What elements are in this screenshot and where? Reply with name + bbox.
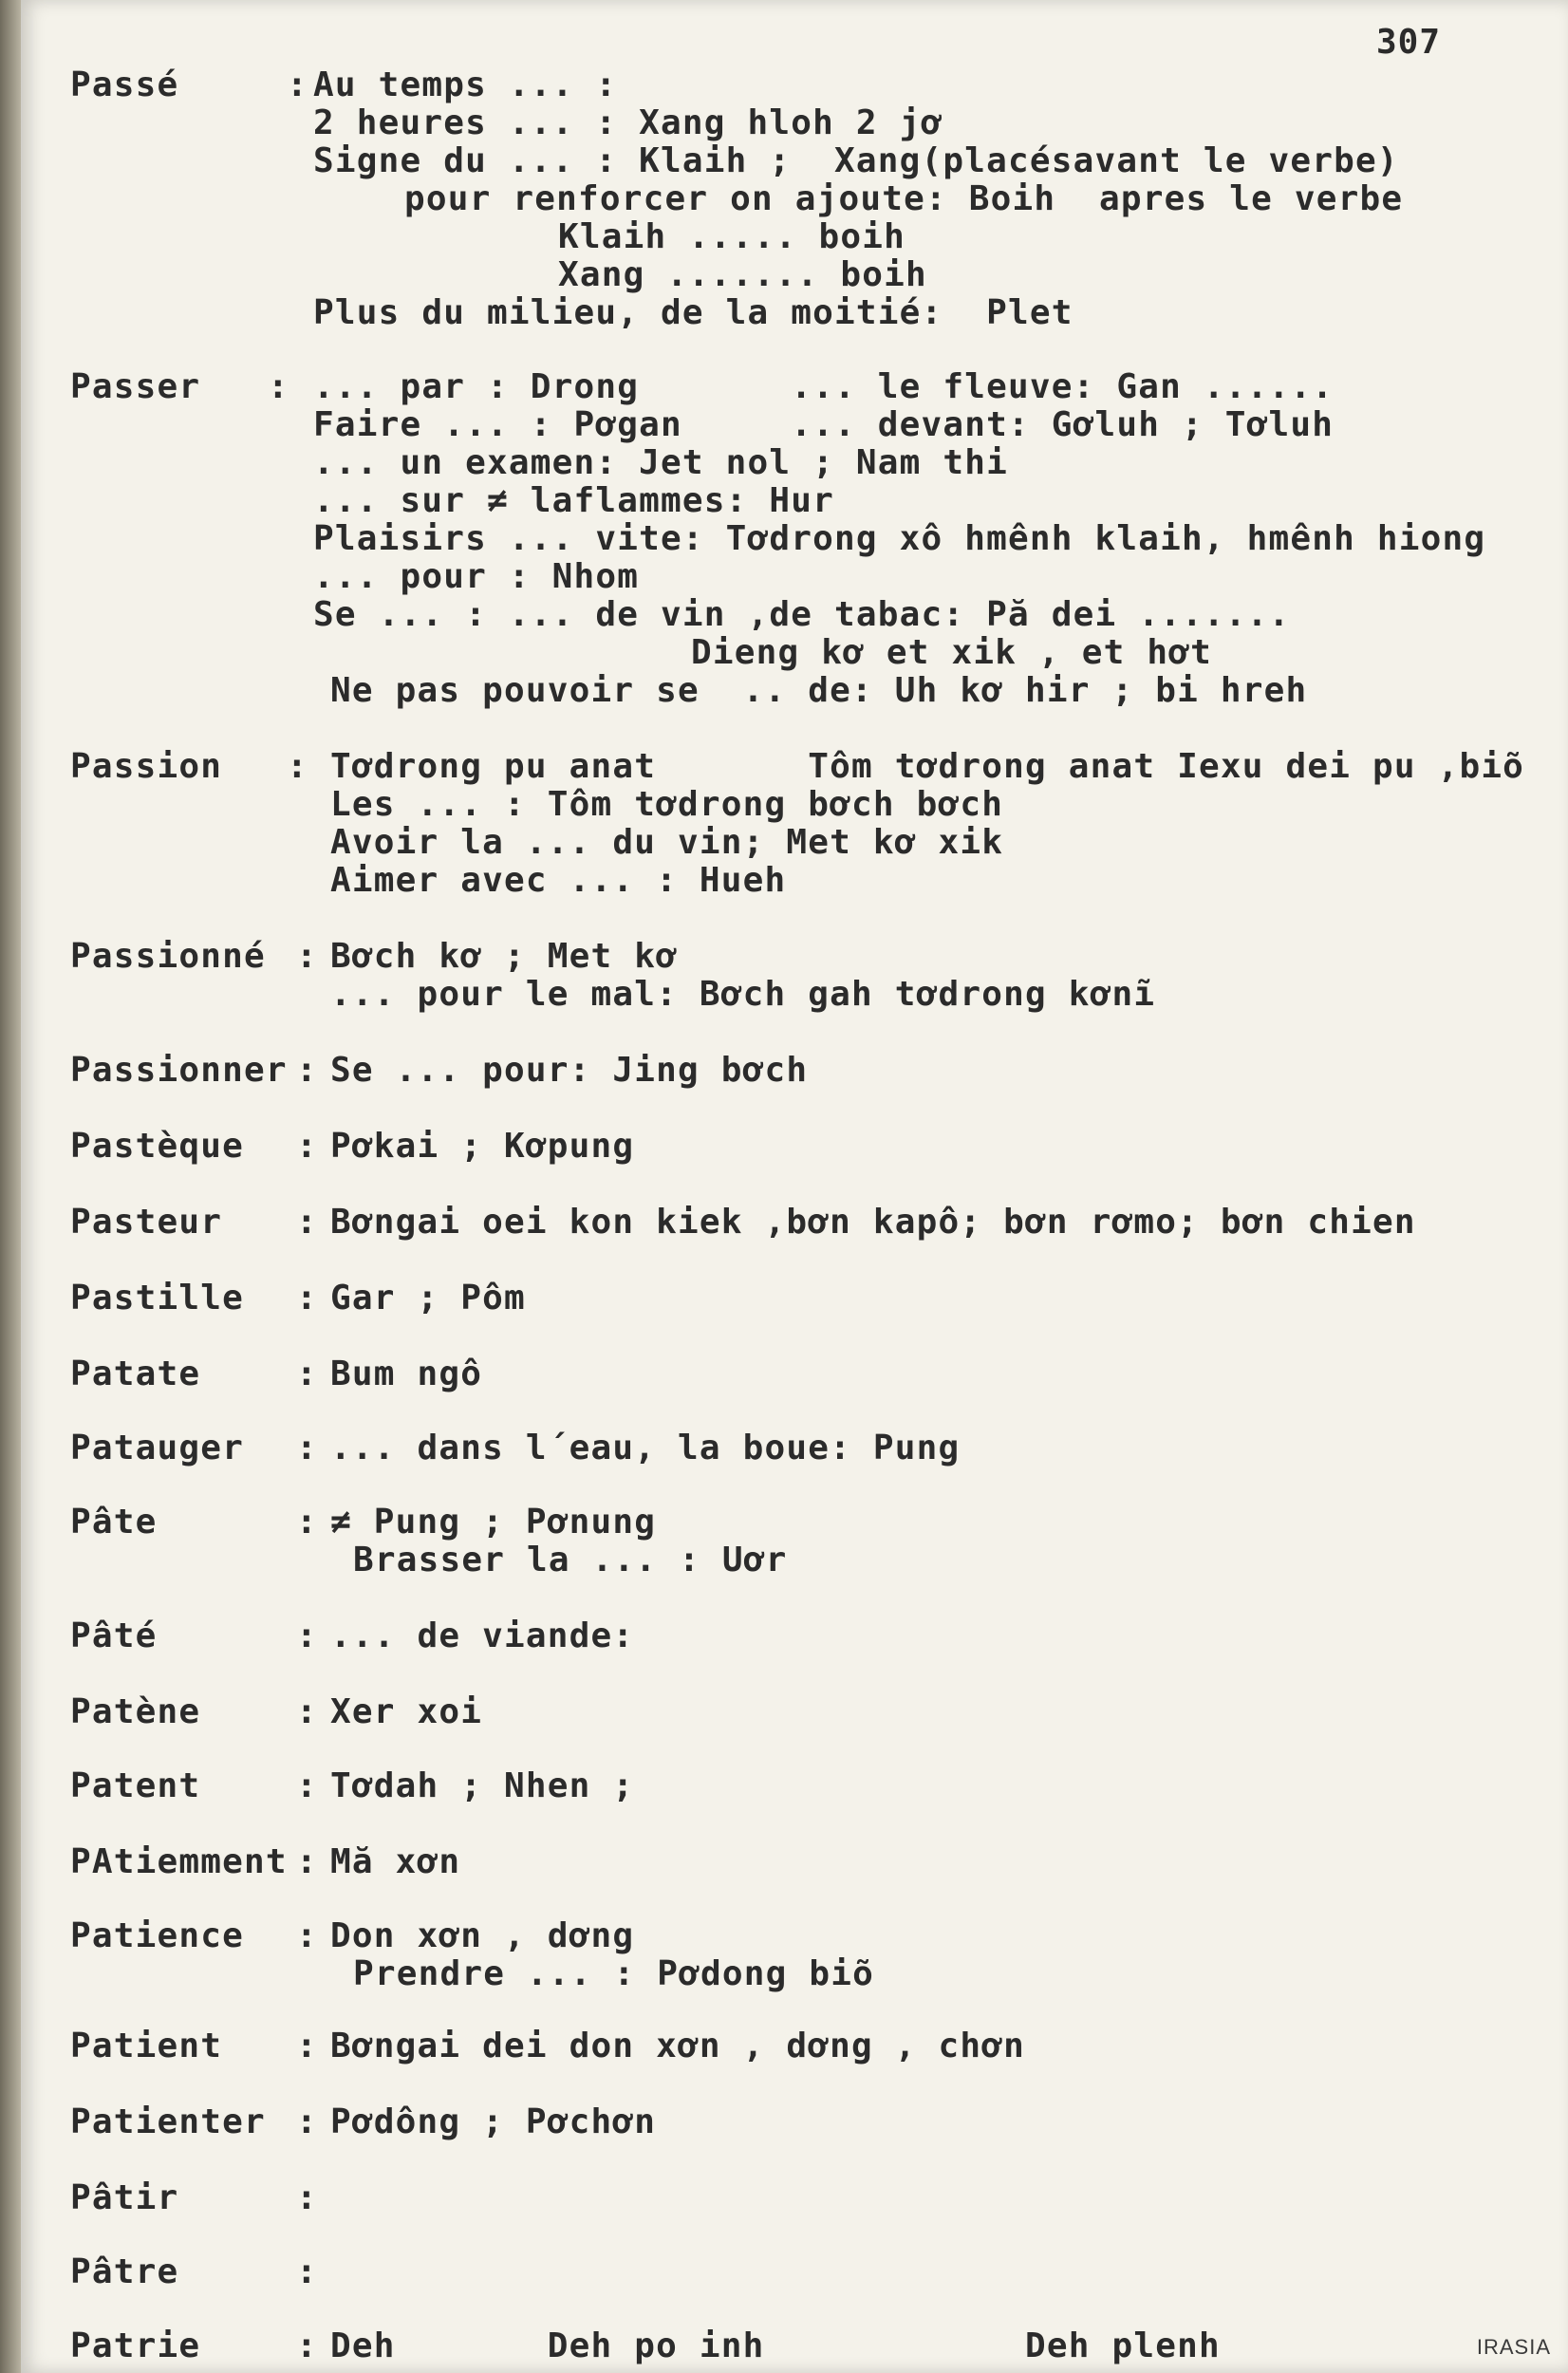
headword: Pâtir: [70, 2178, 179, 2217]
definition-line: Tơdrong pu anat Tôm tơdrong anat Iexu dei pu ,biõ: [330, 747, 1525, 786]
definition-line: Avoir la ... du vin; Met kơ xik: [330, 823, 1004, 862]
headword: Patrie: [70, 2326, 201, 2365]
headword: PAtiemment: [70, 1842, 288, 1881]
headword: Patate: [70, 1355, 201, 1393]
headword: Pastèque: [70, 1127, 244, 1166]
headword: Patient: [70, 2027, 223, 2065]
definition-line: Se ... : ... de vin ,de tabac: Pă dei .......: [313, 595, 1291, 634]
definition-line: Pơkai ; Kơpung: [330, 1127, 635, 1166]
colon: :: [296, 2102, 318, 2141]
definition-line: ... de viande:: [330, 1616, 635, 1655]
headword: Patent: [70, 1766, 201, 1805]
colon: :: [296, 1203, 318, 1242]
colon: :: [296, 2326, 318, 2365]
colon: :: [296, 1279, 318, 1317]
definition-line: ... par : Drong ... le fleuve: Gan ......: [313, 367, 1335, 406]
colon: :: [296, 2027, 318, 2065]
headword: Passion: [70, 747, 223, 786]
definition-line: Klaih ..... boih: [558, 217, 905, 256]
headword: Pâte: [70, 1503, 158, 1542]
colon: :: [296, 1916, 318, 1955]
headword: Pâtre: [70, 2252, 179, 2291]
headword: Passionner: [70, 1051, 288, 1090]
definition-line: Don xơn , dơng: [330, 1916, 635, 1955]
definition-line: Aimer avec ... : Hueh: [330, 861, 787, 900]
colon: :: [296, 1842, 318, 1881]
colon: :: [296, 1692, 318, 1731]
definition-line: Xer xoi: [330, 1692, 483, 1731]
definition-line: pour renforcer on ajoute: Boih apres le verbe: [404, 179, 1404, 218]
typewritten-page: [21, 0, 1568, 2373]
definition-line: Au temps ... :: [313, 65, 618, 104]
definition-line: Prendre ... : Pơdong biõ: [353, 1954, 874, 1993]
colon: :: [296, 1503, 318, 1542]
definition-line: ... sur ≠ laflammes: Hur: [313, 481, 834, 520]
definition-line: Plus du milieu, de la moitié: Plet: [313, 293, 1073, 332]
colon: :: [268, 367, 289, 406]
headword: Passé: [70, 65, 179, 104]
definition-line: Bơngai oei kon kiek ,bơn kapô; bơn rơmo; bơn chien: [330, 1203, 1416, 1242]
definition-line: Se ... pour: Jing bơch: [330, 1051, 809, 1090]
definition-line: ... pour : Nhom: [313, 557, 640, 596]
definition-line: Bum ngô: [330, 1355, 483, 1393]
colon: :: [287, 747, 308, 786]
definition-line: Tơdah ; Nhen ;: [330, 1766, 635, 1805]
definition-line: Plaisirs ... vite: Tơdrong xô hmênh klaih, hmênh hiong: [313, 519, 1486, 558]
definition-line: Dieng kơ et xik , et hơt: [691, 633, 1212, 672]
definition-line: Mă xơn: [330, 1842, 461, 1881]
colon: :: [296, 1766, 318, 1805]
headword: Patauger: [70, 1429, 244, 1467]
page-number: 307: [1376, 23, 1442, 62]
page-binding-edge: [0, 0, 21, 2373]
definition-line: Xang ....... boih: [558, 255, 927, 294]
definition-line: Bơch kơ ; Met kơ: [330, 937, 678, 976]
definition-line: ... un examen: Jet nol ; Nam thi: [313, 443, 1008, 482]
headword: Patienter: [70, 2102, 266, 2141]
definition-line: Bơngai dei don xơn , dơng , chơn: [330, 2027, 1025, 2065]
headword: Patience: [70, 1916, 244, 1955]
watermark: IRASIA: [1476, 2335, 1551, 2359]
definition-line: 2 heures ... : Xang hloh 2 jơ: [313, 103, 943, 142]
definition-line: Brasser la ... : Uơr: [353, 1541, 788, 1579]
definition-line: Signe du ... : Klaih ; Xang(placésavant le verbe): [313, 141, 1399, 180]
headword: Pastille: [70, 1279, 244, 1317]
colon: :: [296, 1355, 318, 1393]
definition-line: ... dans l´eau, la boue: Pung: [330, 1429, 961, 1467]
definition-line: Faire ... : Pơgan ... devant: Gơluh ; Tơluh: [313, 405, 1335, 444]
colon: :: [287, 65, 308, 104]
definition-line: ... pour le mal: Bơch gah tơdrong kơnĩ: [330, 975, 1156, 1014]
headword: Pasteur: [70, 1203, 223, 1242]
definition-line: Deh Deh po inh Deh plenh: [330, 2326, 1221, 2365]
headword: Passionné: [70, 937, 266, 976]
headword: Patène: [70, 1692, 201, 1731]
definition-line: Gar ; Pôm: [330, 1279, 526, 1317]
colon: :: [296, 1616, 318, 1655]
definition-line: Les ... : Tôm tơdrong bơch bơch: [330, 785, 1004, 824]
colon: :: [296, 2252, 318, 2291]
colon: :: [296, 937, 318, 976]
definition-line: Pơdông ; Pơchơn: [330, 2102, 657, 2141]
colon: :: [296, 1127, 318, 1166]
definition-line: ≠ Pung ; Pơnung: [330, 1503, 657, 1542]
colon: :: [296, 1051, 318, 1090]
headword: Pâté: [70, 1616, 158, 1655]
colon: :: [296, 2178, 318, 2217]
definition-line: Ne pas pouvoir se .. de: Uh kơ hir ; bi hreh: [330, 671, 1308, 710]
headword: Passer: [70, 367, 201, 406]
colon: :: [296, 1429, 318, 1467]
